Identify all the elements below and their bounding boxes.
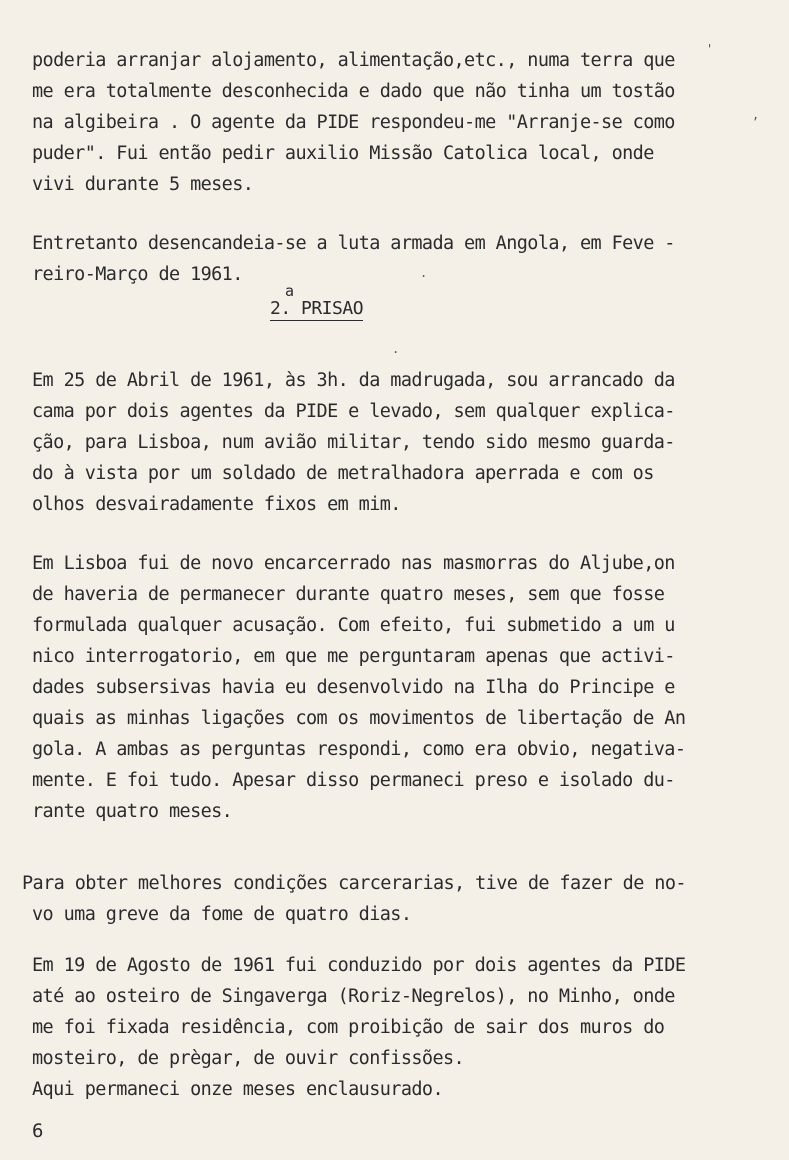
- text-line: gola. A ambas as perguntas respondi, como era obvio, negativa-: [32, 739, 686, 760]
- text-line: reiro-Março de 1961.: [32, 264, 243, 285]
- paragraph-1: [32, 45, 675, 200]
- text-line: de haveria de permanecer durante quatro meses, sem que fosse: [32, 584, 665, 605]
- text-line: olhos desvairadamente fixos em mim.: [32, 494, 401, 515]
- text-line: até ao osteiro de Singaverga (Roriz-Negrelos), no Minho, onde: [32, 986, 675, 1007]
- ink-speck: .: [392, 342, 400, 356]
- heading-superscript: a: [285, 282, 294, 300]
- text-line: Entretanto desencandeia-se a luta armada em Angola, em Feve -: [32, 233, 675, 254]
- text-line: vivi durante 5 meses.: [32, 174, 254, 195]
- text-line: nico interrogatorio, em que me perguntaram apenas que activi-: [32, 646, 675, 667]
- text-line: Para obter melhores condições carcerarias, tive de fazer de no-: [22, 873, 686, 894]
- paragraph-4: [32, 548, 685, 827]
- text-line: vo uma greve da fome de quatro dias.: [32, 904, 412, 925]
- text-line: Em Lisboa fui de novo encarcerrado nas masmorras do Aljube,on: [32, 553, 675, 574]
- ink-speck: ': [706, 42, 714, 56]
- text-line: Em 25 de Abril de 1961, às 3h. da madrugada, sou arrancado da: [32, 370, 675, 391]
- paragraph-3: [32, 365, 675, 520]
- text-line: mosteiro, de prègar, de ouvir confissões.: [32, 1048, 465, 1069]
- text-line: ção, para Lisboa, num avião militar, tendo sido mesmo guarda-: [32, 432, 675, 453]
- text-line: me foi fixada residência, com proibição de sair dos muros do: [32, 1017, 665, 1038]
- text-line: poderia arranjar alojamento, alimentação,etc., numa terra que: [32, 50, 675, 71]
- paragraph-2: [32, 228, 675, 290]
- text-line: do à vista por um soldado de metralhadora aperrada e com os: [32, 463, 654, 484]
- text-line: na algibeira . O agente da PIDE respondeu-me "Arranje-se como: [32, 112, 675, 133]
- text-line: formulada qualquer acusação. Com efeito, fui submetido a um u: [32, 615, 675, 636]
- text-line: Aqui permaneci onze meses enclausurado.: [32, 1079, 443, 1100]
- text-line: cama por dois agentes da PIDE e levado, sem qualquer explica-: [32, 401, 675, 422]
- ink-speck: ,: [752, 108, 760, 122]
- text-line: rante quatro meses.: [32, 801, 233, 822]
- text-line: puder". Fui então pedir auxilio Missão Catolica local, onde: [32, 143, 654, 164]
- text-line: mente. E foi tudo. Apesar disso permaneci preso e isolado du-: [32, 770, 675, 791]
- page-number: 6: [32, 1120, 44, 1142]
- text-line: dades subsersivas havia eu desenvolvido na Ilha do Principe e: [32, 677, 675, 698]
- heading-text: 2. PRISAO: [270, 298, 364, 319]
- text-line: Em 19 de Agosto de 1961 fui conduzido por dois agentes da PIDE: [32, 955, 686, 976]
- paragraph-6: [32, 950, 685, 1105]
- text-line: quais as minhas ligações com os movimentos de libertação de An: [32, 708, 686, 729]
- text-line: me era totalmente desconhecida e dado que não tinha um tostão: [32, 81, 675, 102]
- paragraph-5: [22, 868, 686, 930]
- section-heading: [270, 282, 364, 319]
- ink-speck: .: [420, 266, 428, 280]
